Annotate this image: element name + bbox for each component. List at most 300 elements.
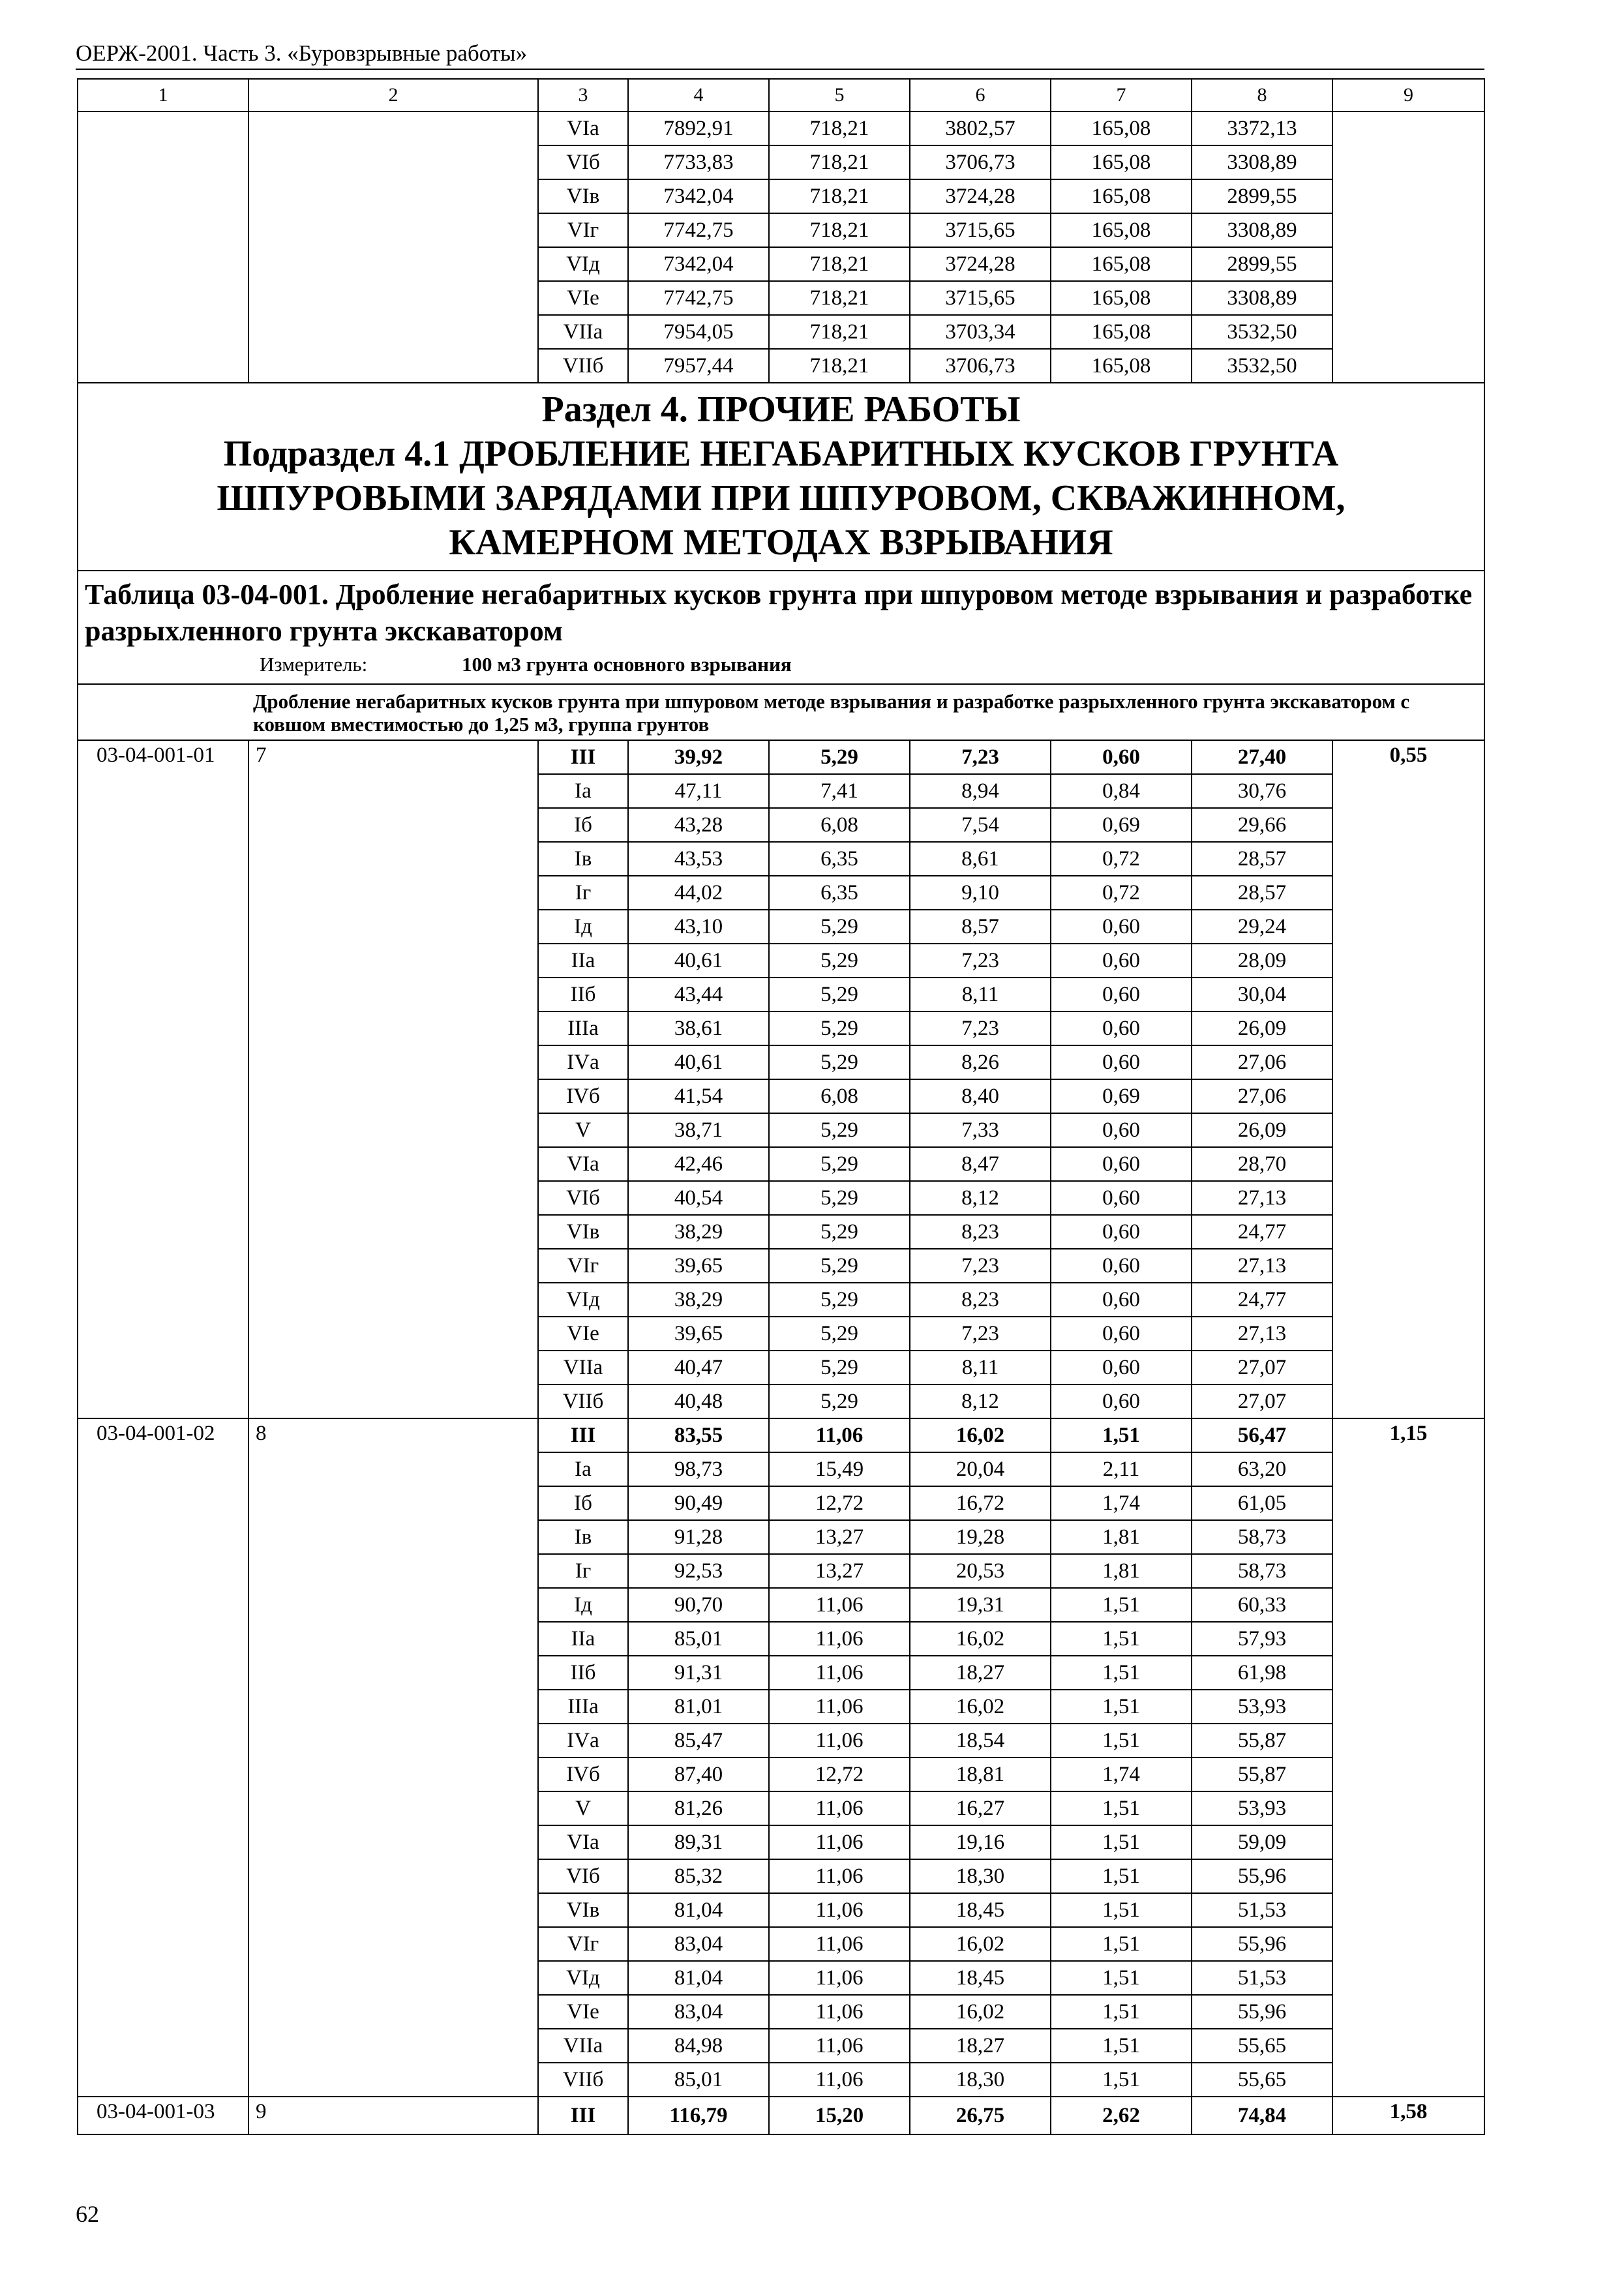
materials-cell: 24,77 xyxy=(1192,1283,1332,1317)
table-heading xyxy=(78,571,1484,684)
soil-group-cell: Iа xyxy=(538,1452,628,1486)
total-cost-cell: 40,61 xyxy=(628,1045,769,1079)
machine-operation-cell: 18,54 xyxy=(910,1724,1051,1758)
materials-cell: 55,65 xyxy=(1192,2029,1332,2063)
materials-cell: 55,87 xyxy=(1192,1724,1332,1758)
wages-cell: 718,21 xyxy=(769,281,910,315)
operator-wages-cell: 0,72 xyxy=(1051,842,1192,876)
machine-operation-cell: 8,26 xyxy=(910,1045,1051,1079)
total-cost-cell: 38,61 xyxy=(628,1011,769,1045)
machine-operation-cell: 8,11 xyxy=(910,1351,1051,1384)
name-cell xyxy=(248,112,538,383)
operator-wages-cell: 0,60 xyxy=(1051,1384,1192,1418)
column-number: 2 xyxy=(248,79,538,112)
operator-wages-cell: 0,84 xyxy=(1051,774,1192,808)
machine-operation-cell: 8,57 xyxy=(910,910,1051,944)
total-cost-cell: 83,04 xyxy=(628,1927,769,1961)
machine-operation-cell: 18,45 xyxy=(910,1893,1051,1927)
materials-cell: 3532,50 xyxy=(1192,349,1332,383)
materials-cell: 27,13 xyxy=(1192,1249,1332,1283)
materials-cell: 29,66 xyxy=(1192,808,1332,842)
total-cost-cell: 89,31 xyxy=(628,1825,769,1859)
materials-cell: 55,96 xyxy=(1192,1995,1332,2029)
soil-group-cell: VIд xyxy=(538,1961,628,1995)
work-description: Дробление негабаритных кусков грунта при шпуровом методе взрывания и разработке разрыхленного грунта экскаватором с ковшом вместимостью до 1,25 м3, группа грунтов xyxy=(78,684,1484,740)
machine-operation-cell: 7,23 xyxy=(910,944,1051,978)
operator-wages-cell: 1,51 xyxy=(1051,1995,1192,2029)
operator-wages-cell: 2,62 xyxy=(1051,2097,1192,2134)
operator-wages-cell: 1,81 xyxy=(1051,1554,1192,1588)
machine-operation-cell: 3706,73 xyxy=(910,349,1051,383)
wages-cell: 11,06 xyxy=(769,1893,910,1927)
wages-cell: 718,21 xyxy=(769,179,910,213)
operator-wages-cell: 0,60 xyxy=(1051,1317,1192,1351)
total-cost-cell: 91,28 xyxy=(628,1520,769,1554)
soil-group-cell: VIг xyxy=(538,1249,628,1283)
materials-cell: 63,20 xyxy=(1192,1452,1332,1486)
soil-group-cell: IIIа xyxy=(538,1011,628,1045)
machine-operation-cell: 7,54 xyxy=(910,808,1051,842)
table-row xyxy=(78,2097,1484,2134)
soil-group-cell: IIIа xyxy=(538,1690,628,1724)
operator-wages-cell: 0,60 xyxy=(1051,944,1192,978)
machine-operation-cell: 20,04 xyxy=(910,1452,1051,1486)
wages-cell: 5,29 xyxy=(769,1351,910,1384)
operator-wages-cell: 165,08 xyxy=(1051,247,1192,281)
machine-operation-cell: 16,27 xyxy=(910,1791,1051,1825)
machine-operation-cell: 3724,28 xyxy=(910,247,1051,281)
materials-cell: 27,13 xyxy=(1192,1317,1332,1351)
machine-operation-cell: 16,72 xyxy=(910,1486,1051,1520)
rates-table xyxy=(77,78,1485,2135)
total-cost-cell: 7742,75 xyxy=(628,213,769,247)
wages-cell: 718,21 xyxy=(769,247,910,281)
meter-label: Измеритель: xyxy=(260,653,368,676)
materials-cell: 56,47 xyxy=(1192,1418,1332,1452)
machine-operation-cell: 26,75 xyxy=(910,2097,1051,2134)
materials-cell: 57,93 xyxy=(1192,1622,1332,1656)
table-title: Таблица 03-04-001. Дробление негабаритных кусков грунта при шпуровом методе взрывания и разработке разрыхленного грунта экскаватором xyxy=(85,578,1473,647)
operator-wages-cell: 1,51 xyxy=(1051,1927,1192,1961)
machine-operation-cell: 7,33 xyxy=(910,1113,1051,1147)
wages-cell: 718,21 xyxy=(769,145,910,179)
operator-wages-cell: 1,51 xyxy=(1051,1825,1192,1859)
operator-wages-cell: 0,60 xyxy=(1051,1215,1192,1249)
soil-group-cell: IIа xyxy=(538,1622,628,1656)
machine-operation-cell: 8,47 xyxy=(910,1147,1051,1181)
materials-cell: 61,98 xyxy=(1192,1656,1332,1690)
operator-wages-cell: 165,08 xyxy=(1051,213,1192,247)
machine-operation-cell: 7,23 xyxy=(910,1317,1051,1351)
section-heading-row xyxy=(78,383,1484,571)
machine-operation-cell: 3802,57 xyxy=(910,112,1051,145)
wages-cell: 11,06 xyxy=(769,1724,910,1758)
wages-cell: 6,08 xyxy=(769,808,910,842)
coefficient-cell xyxy=(1332,112,1484,383)
machine-operation-cell: 7,23 xyxy=(910,1249,1051,1283)
code-cell xyxy=(78,112,248,383)
materials-cell: 53,93 xyxy=(1192,1690,1332,1724)
materials-cell: 27,40 xyxy=(1192,740,1332,774)
wages-cell: 5,29 xyxy=(769,1317,910,1351)
operator-wages-cell: 0,60 xyxy=(1051,1147,1192,1181)
wages-cell: 11,06 xyxy=(769,1656,910,1690)
column-number: 1 xyxy=(78,79,248,112)
soil-group-cell: IVа xyxy=(538,1045,628,1079)
materials-cell: 24,77 xyxy=(1192,1215,1332,1249)
operator-wages-cell: 0,60 xyxy=(1051,1011,1192,1045)
materials-cell: 2899,55 xyxy=(1192,179,1332,213)
operator-wages-cell: 2,11 xyxy=(1051,1452,1192,1486)
total-cost-cell: 7342,04 xyxy=(628,179,769,213)
soil-group-cell: VIв xyxy=(538,1893,628,1927)
materials-cell: 3308,89 xyxy=(1192,145,1332,179)
soil-group-cell: Iд xyxy=(538,910,628,944)
materials-cell: 61,05 xyxy=(1192,1486,1332,1520)
soil-group-cell: Iг xyxy=(538,1554,628,1588)
soil-group-cell: VIб xyxy=(538,1859,628,1893)
materials-cell: 30,76 xyxy=(1192,774,1332,808)
wages-cell: 5,29 xyxy=(769,1283,910,1317)
machine-operation-cell: 3706,73 xyxy=(910,145,1051,179)
soil-group-cell: VIг xyxy=(538,213,628,247)
total-cost-cell: 43,53 xyxy=(628,842,769,876)
soil-group-cell: III xyxy=(538,740,628,774)
materials-cell: 3532,50 xyxy=(1192,315,1332,349)
machine-operation-cell: 18,27 xyxy=(910,2029,1051,2063)
wages-cell: 11,06 xyxy=(769,2063,910,2097)
wages-cell: 11,06 xyxy=(769,1961,910,1995)
machine-operation-cell: 19,28 xyxy=(910,1520,1051,1554)
total-cost-cell: 90,70 xyxy=(628,1588,769,1622)
operator-wages-cell: 165,08 xyxy=(1051,112,1192,145)
soil-group-cell: Iг xyxy=(538,876,628,910)
table-body xyxy=(78,79,1484,2134)
operator-wages-cell: 0,60 xyxy=(1051,1113,1192,1147)
wages-cell: 6,08 xyxy=(769,1079,910,1113)
operator-wages-cell: 1,51 xyxy=(1051,1418,1192,1452)
total-cost-cell: 47,11 xyxy=(628,774,769,808)
soil-group-cell: VIд xyxy=(538,247,628,281)
operator-wages-cell: 1,74 xyxy=(1051,1486,1192,1520)
rate-code: 03-04-001-02 xyxy=(78,1418,248,2097)
materials-cell: 74,84 xyxy=(1192,2097,1332,2134)
materials-cell: 58,73 xyxy=(1192,1520,1332,1554)
wages-cell: 11,06 xyxy=(769,1927,910,1961)
wages-cell: 5,29 xyxy=(769,1011,910,1045)
operator-wages-cell: 1,51 xyxy=(1051,2029,1192,2063)
wages-cell: 11,06 xyxy=(769,1995,910,2029)
materials-cell: 26,09 xyxy=(1192,1011,1332,1045)
column-number: 8 xyxy=(1192,79,1332,112)
wages-cell: 6,35 xyxy=(769,876,910,910)
column-number: 4 xyxy=(628,79,769,112)
soil-group-cell: Iа xyxy=(538,774,628,808)
operator-wages-cell: 1,81 xyxy=(1051,1520,1192,1554)
wages-cell: 7,41 xyxy=(769,774,910,808)
wages-cell: 5,29 xyxy=(769,740,910,774)
total-cost-cell: 84,98 xyxy=(628,2029,769,2063)
soil-group-cell: VIа xyxy=(538,1825,628,1859)
machine-operation-cell: 19,16 xyxy=(910,1825,1051,1859)
total-cost-cell: 87,40 xyxy=(628,1758,769,1791)
table-row xyxy=(78,1418,1484,1452)
coefficient-cell: 1,15 xyxy=(1332,1418,1484,2097)
operator-wages-cell: 0,69 xyxy=(1051,808,1192,842)
soil-group-cell: IVб xyxy=(538,1079,628,1113)
total-cost-cell: 43,10 xyxy=(628,910,769,944)
operator-wages-cell: 0,60 xyxy=(1051,978,1192,1011)
machine-operation-cell: 3715,65 xyxy=(910,213,1051,247)
soil-group-cell: VIе xyxy=(538,281,628,315)
soil-group-cell: VIIб xyxy=(538,349,628,383)
operator-wages-cell: 0,60 xyxy=(1051,910,1192,944)
total-cost-cell: 7342,04 xyxy=(628,247,769,281)
column-number-row xyxy=(78,79,1484,112)
operator-wages-cell: 1,51 xyxy=(1051,1859,1192,1893)
total-cost-cell: 43,44 xyxy=(628,978,769,1011)
materials-cell: 60,33 xyxy=(1192,1588,1332,1622)
operator-wages-cell: 0,60 xyxy=(1051,1045,1192,1079)
machine-operation-cell: 16,02 xyxy=(910,1622,1051,1656)
materials-cell: 3372,13 xyxy=(1192,112,1332,145)
total-cost-cell: 85,01 xyxy=(628,2063,769,2097)
soil-group-cell: Iв xyxy=(538,1520,628,1554)
machine-operation-cell: 8,11 xyxy=(910,978,1051,1011)
machine-operation-cell: 3724,28 xyxy=(910,179,1051,213)
wages-cell: 13,27 xyxy=(769,1554,910,1588)
wages-cell: 11,06 xyxy=(769,1418,910,1452)
operator-wages-cell: 0,60 xyxy=(1051,1181,1192,1215)
operator-wages-cell: 1,51 xyxy=(1051,2063,1192,2097)
soil-group-cell: VIб xyxy=(538,1181,628,1215)
rate-number: 7 xyxy=(248,740,538,1418)
coefficient-cell: 1,58 xyxy=(1332,2097,1484,2134)
soil-group-cell: III xyxy=(538,1418,628,1452)
operator-wages-cell: 165,08 xyxy=(1051,349,1192,383)
soil-group-cell: Iб xyxy=(538,1486,628,1520)
machine-operation-cell: 16,02 xyxy=(910,1995,1051,2029)
wages-cell: 12,72 xyxy=(769,1758,910,1791)
total-cost-cell: 39,65 xyxy=(628,1249,769,1283)
soil-group-cell: III xyxy=(538,2097,628,2134)
machine-operation-cell: 7,23 xyxy=(910,740,1051,774)
soil-group-cell: VIв xyxy=(538,179,628,213)
column-number: 9 xyxy=(1332,79,1484,112)
machine-operation-cell: 18,45 xyxy=(910,1961,1051,1995)
materials-cell: 3308,89 xyxy=(1192,213,1332,247)
soil-group-cell: IIб xyxy=(538,1656,628,1690)
table-heading-row xyxy=(78,571,1484,684)
soil-group-cell: Iв xyxy=(538,842,628,876)
wages-cell: 5,29 xyxy=(769,1045,910,1079)
column-number: 7 xyxy=(1051,79,1192,112)
wages-cell: 11,06 xyxy=(769,1825,910,1859)
materials-cell: 27,07 xyxy=(1192,1351,1332,1384)
materials-cell: 28,09 xyxy=(1192,944,1332,978)
operator-wages-cell: 1,51 xyxy=(1051,1622,1192,1656)
rate-number: 8 xyxy=(248,1418,538,2097)
meter-line xyxy=(85,652,1477,677)
total-cost-cell: 40,47 xyxy=(628,1351,769,1384)
materials-cell: 55,96 xyxy=(1192,1927,1332,1961)
wages-cell: 11,06 xyxy=(769,1588,910,1622)
materials-cell: 28,70 xyxy=(1192,1147,1332,1181)
wages-cell: 718,21 xyxy=(769,349,910,383)
meter-value: 100 м3 грунта основного взрывания xyxy=(462,653,792,676)
total-cost-cell: 7954,05 xyxy=(628,315,769,349)
soil-group-cell: VIе xyxy=(538,1317,628,1351)
operator-wages-cell: 1,51 xyxy=(1051,1791,1192,1825)
wages-cell: 718,21 xyxy=(769,213,910,247)
total-cost-cell: 7892,91 xyxy=(628,112,769,145)
operator-wages-cell: 1,51 xyxy=(1051,1690,1192,1724)
machine-operation-cell: 8,12 xyxy=(910,1384,1051,1418)
soil-group-cell: VIIа xyxy=(538,2029,628,2063)
total-cost-cell: 83,04 xyxy=(628,1995,769,2029)
machine-operation-cell: 8,23 xyxy=(910,1283,1051,1317)
total-cost-cell: 81,04 xyxy=(628,1961,769,1995)
machine-operation-cell: 18,30 xyxy=(910,1859,1051,1893)
operator-wages-cell: 1,51 xyxy=(1051,1724,1192,1758)
total-cost-cell: 40,54 xyxy=(628,1181,769,1215)
section-title: Раздел 4. ПРОЧИЕ РАБОТЫ xyxy=(541,389,1021,430)
soil-group-cell: Iб xyxy=(538,808,628,842)
materials-cell: 59,09 xyxy=(1192,1825,1332,1859)
wages-cell: 5,29 xyxy=(769,1384,910,1418)
total-cost-cell: 116,79 xyxy=(628,2097,769,2134)
soil-group-cell: VIг xyxy=(538,1927,628,1961)
wages-cell: 718,21 xyxy=(769,315,910,349)
operator-wages-cell: 1,51 xyxy=(1051,1961,1192,1995)
wages-cell: 11,06 xyxy=(769,1690,910,1724)
total-cost-cell: 7957,44 xyxy=(628,349,769,383)
machine-operation-cell: 3703,34 xyxy=(910,315,1051,349)
wages-cell: 5,29 xyxy=(769,978,910,1011)
soil-group-cell: IVа xyxy=(538,1724,628,1758)
rate-number: 9 xyxy=(248,2097,538,2134)
soil-group-cell: VIIа xyxy=(538,1351,628,1384)
soil-group-cell: Iд xyxy=(538,1588,628,1622)
materials-cell: 2899,55 xyxy=(1192,247,1332,281)
materials-cell: 27,06 xyxy=(1192,1079,1332,1113)
page-number: 62 xyxy=(76,2201,99,2227)
machine-operation-cell: 19,31 xyxy=(910,1588,1051,1622)
soil-group-cell: VIIб xyxy=(538,1384,628,1418)
total-cost-cell: 41,54 xyxy=(628,1079,769,1113)
total-cost-cell: 83,55 xyxy=(628,1418,769,1452)
wages-cell: 5,29 xyxy=(769,1113,910,1147)
wages-cell: 11,06 xyxy=(769,2029,910,2063)
total-cost-cell: 81,04 xyxy=(628,1893,769,1927)
soil-group-cell: VIIа xyxy=(538,315,628,349)
soil-group-cell: VIв xyxy=(538,1215,628,1249)
materials-cell: 29,24 xyxy=(1192,910,1332,944)
operator-wages-cell: 165,08 xyxy=(1051,315,1192,349)
total-cost-cell: 38,29 xyxy=(628,1215,769,1249)
wages-cell: 15,20 xyxy=(769,2097,910,2134)
wages-cell: 5,29 xyxy=(769,1215,910,1249)
wages-cell: 5,29 xyxy=(769,1249,910,1283)
machine-operation-cell: 18,27 xyxy=(910,1656,1051,1690)
soil-group-cell: VIIб xyxy=(538,2063,628,2097)
wages-cell: 13,27 xyxy=(769,1520,910,1554)
soil-group-cell: IIа xyxy=(538,944,628,978)
materials-cell: 27,06 xyxy=(1192,1045,1332,1079)
table-row xyxy=(78,740,1484,774)
machine-operation-cell: 9,10 xyxy=(910,876,1051,910)
machine-operation-cell: 3715,65 xyxy=(910,281,1051,315)
machine-operation-cell: 16,02 xyxy=(910,1927,1051,1961)
materials-cell: 28,57 xyxy=(1192,876,1332,910)
total-cost-cell: 44,02 xyxy=(628,876,769,910)
machine-operation-cell: 18,81 xyxy=(910,1758,1051,1791)
operator-wages-cell: 0,60 xyxy=(1051,740,1192,774)
operator-wages-cell: 1,51 xyxy=(1051,1893,1192,1927)
materials-cell: 28,57 xyxy=(1192,842,1332,876)
description-row xyxy=(78,684,1484,740)
page-header: ОЕРЖ-2001. Часть 3. «Буровзрывные работы» xyxy=(76,40,1484,70)
total-cost-cell: 42,46 xyxy=(628,1147,769,1181)
total-cost-cell: 81,26 xyxy=(628,1791,769,1825)
wages-cell: 12,72 xyxy=(769,1486,910,1520)
soil-group-cell: V xyxy=(538,1791,628,1825)
rate-code: 03-04-001-03 xyxy=(78,2097,248,2134)
materials-cell: 55,65 xyxy=(1192,2063,1332,2097)
soil-group-cell: VIа xyxy=(538,112,628,145)
materials-cell: 26,09 xyxy=(1192,1113,1332,1147)
total-cost-cell: 90,49 xyxy=(628,1486,769,1520)
coefficient-cell: 0,55 xyxy=(1332,740,1484,1418)
total-cost-cell: 7742,75 xyxy=(628,281,769,315)
total-cost-cell: 38,71 xyxy=(628,1113,769,1147)
materials-cell: 58,73 xyxy=(1192,1554,1332,1588)
machine-operation-cell: 8,12 xyxy=(910,1181,1051,1215)
column-number: 5 xyxy=(769,79,910,112)
operator-wages-cell: 1,51 xyxy=(1051,1656,1192,1690)
operator-wages-cell: 165,08 xyxy=(1051,179,1192,213)
column-number: 3 xyxy=(538,79,628,112)
soil-group-cell: IIб xyxy=(538,978,628,1011)
materials-cell: 51,53 xyxy=(1192,1961,1332,1995)
materials-cell: 27,07 xyxy=(1192,1384,1332,1418)
materials-cell: 55,87 xyxy=(1192,1758,1332,1791)
wages-cell: 718,21 xyxy=(769,112,910,145)
total-cost-cell: 92,53 xyxy=(628,1554,769,1588)
soil-group-cell: VIб xyxy=(538,145,628,179)
materials-cell: 51,53 xyxy=(1192,1893,1332,1927)
total-cost-cell: 40,48 xyxy=(628,1384,769,1418)
rate-code: 03-04-001-01 xyxy=(78,740,248,1418)
soil-group-cell: IVб xyxy=(538,1758,628,1791)
operator-wages-cell: 1,74 xyxy=(1051,1758,1192,1791)
wages-cell: 5,29 xyxy=(769,1181,910,1215)
wages-cell: 15,49 xyxy=(769,1452,910,1486)
operator-wages-cell: 0,60 xyxy=(1051,1283,1192,1317)
materials-cell: 3308,89 xyxy=(1192,281,1332,315)
table-row xyxy=(78,112,1484,145)
materials-cell: 30,04 xyxy=(1192,978,1332,1011)
wages-cell: 5,29 xyxy=(769,910,910,944)
operator-wages-cell: 0,72 xyxy=(1051,876,1192,910)
soil-group-cell: VIа xyxy=(538,1147,628,1181)
total-cost-cell: 38,29 xyxy=(628,1283,769,1317)
operator-wages-cell: 0,60 xyxy=(1051,1249,1192,1283)
materials-cell: 53,93 xyxy=(1192,1791,1332,1825)
machine-operation-cell: 8,61 xyxy=(910,842,1051,876)
soil-group-cell: V xyxy=(538,1113,628,1147)
total-cost-cell: 43,28 xyxy=(628,808,769,842)
